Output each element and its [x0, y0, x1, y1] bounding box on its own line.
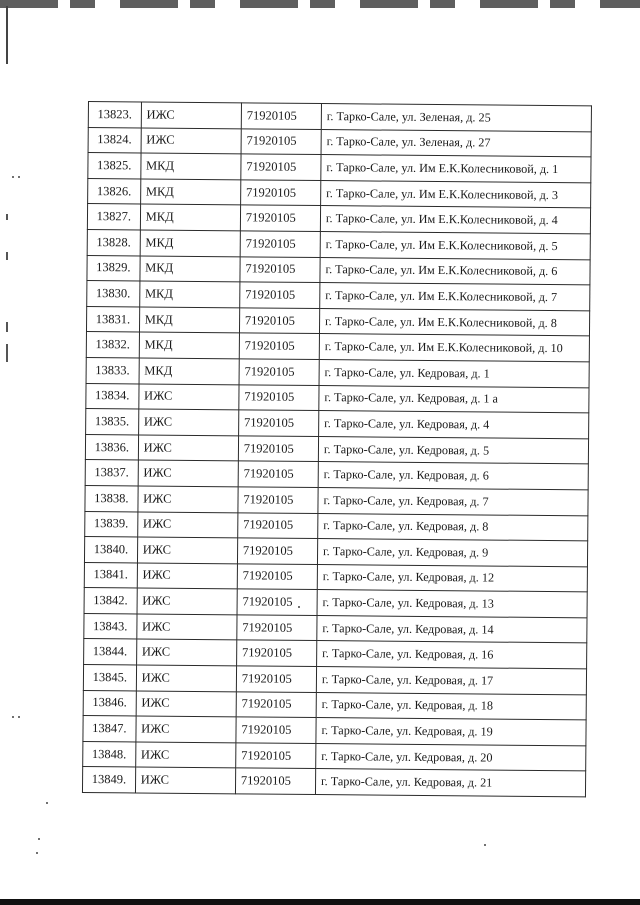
address-cell: г. Тарко-Сале, ул. Им Е.К.Колесниковой, д. 1: [321, 155, 591, 183]
building-type-cell: ИЖС: [138, 435, 238, 461]
row-number-cell: 13826.: [88, 178, 141, 204]
address-cell: г. Тарко-Сале, ул. Кедровая, д. 16: [317, 641, 587, 669]
oktmo-code-cell: 71920105: [237, 538, 317, 564]
row-number-cell: 13830.: [87, 281, 140, 307]
row-number-cell: 13835.: [86, 409, 139, 435]
address-cell: г. Тарко-Сале, ул. Кедровая, д. 1: [319, 359, 589, 387]
address-cell: г. Тарко-Сале, ул. Им Е.К.Колесниковой, д. 4: [320, 206, 590, 234]
address-cell: г. Тарко-Сале, ул. Им Е.К.Колесниковой, д. 3: [321, 180, 591, 208]
oktmo-code-cell: 71920105: [240, 256, 320, 282]
row-number-cell: 13832.: [86, 332, 139, 358]
scan-top-border: [0, 0, 640, 8]
building-type-cell: МКД: [140, 153, 240, 179]
building-type-cell: ИЖС: [136, 614, 236, 640]
address-cell: г. Тарко-Сале, ул. Им Е.К.Колесниковой, д. 6: [320, 257, 590, 285]
row-number-cell: 13827.: [87, 204, 140, 230]
scan-speck: [12, 716, 14, 718]
address-cell: г. Тарко-Сале, ул. Им Е.К.Колесниковой, д. 10: [319, 334, 589, 362]
oktmo-code-cell: 71920105: [239, 308, 319, 334]
building-type-cell: ИЖС: [141, 128, 241, 154]
building-type-cell: МКД: [140, 179, 240, 205]
row-number-cell: 13848.: [83, 741, 136, 767]
oktmo-code-cell: 71920105: [236, 640, 316, 666]
row-number-cell: 13842.: [84, 588, 137, 614]
building-type-cell: ИЖС: [136, 665, 236, 691]
building-type-cell: ИЖС: [135, 742, 235, 768]
row-number-cell: 13841.: [84, 562, 137, 588]
oktmo-code-cell: 71920105: [239, 384, 319, 410]
scan-speck: [12, 176, 14, 178]
building-type-cell: ИЖС: [138, 409, 238, 435]
building-type-cell: МКД: [139, 281, 239, 307]
oktmo-code-cell: 71920105: [240, 231, 320, 257]
oktmo-code-cell: 71920105: [238, 487, 318, 513]
oktmo-code-cell: 71920105: [240, 205, 320, 231]
row-number-cell: 13829.: [87, 255, 140, 281]
building-type-cell: МКД: [140, 230, 240, 256]
scan-speck: [38, 838, 40, 840]
oktmo-code-cell: 71920105: [240, 282, 320, 308]
scan-speck: [18, 176, 20, 178]
scan-left-edge-mark: [6, 252, 8, 260]
row-number-cell: 13844.: [84, 639, 137, 665]
oktmo-code-cell: 71920105: [238, 436, 318, 462]
building-type-cell: ИЖС: [136, 639, 236, 665]
oktmo-code-cell: 71920105: [241, 103, 321, 129]
building-type-cell: МКД: [139, 332, 239, 358]
row-number-cell: 13824.: [88, 127, 141, 153]
row-number-cell: 13839.: [85, 511, 138, 537]
address-cell: г. Тарко-Сале, ул. Кедровая, д. 1 а: [319, 385, 589, 413]
address-cell: г. Тарко-Сале, ул. Кедровая, д. 12: [317, 564, 587, 592]
scan-left-edge-mark: [6, 344, 8, 362]
address-cell: г. Тарко-Сале, ул. Кедровая, д. 17: [316, 667, 586, 695]
scan-left-edge-mark: [6, 322, 8, 332]
oktmo-code-cell: 71920105: [239, 359, 319, 385]
scan-left-edge-mark: [6, 214, 8, 220]
building-type-cell: ИЖС: [137, 537, 237, 563]
row-number-cell: 13823.: [88, 102, 141, 128]
building-type-cell: ИЖС: [136, 691, 236, 717]
register-table: [82, 101, 592, 797]
row-number-cell: 13828.: [87, 229, 140, 255]
address-cell: г. Тарко-Сале, ул. Кедровая, д. 8: [318, 513, 588, 541]
address-cell: г. Тарко-Сале, ул. Кедровая, д. 7: [318, 487, 588, 515]
oktmo-code-cell: 71920105: [237, 564, 317, 590]
oktmo-code-cell: 71920105: [238, 410, 318, 436]
oktmo-code-cell: 71920105: [238, 461, 318, 487]
scan-speck: [484, 844, 486, 846]
row-number-cell: 13846.: [83, 690, 136, 716]
row-number-cell: 13843.: [84, 613, 137, 639]
oktmo-code-cell: 71920105: [239, 333, 319, 359]
row-number-cell: 13849.: [82, 767, 135, 793]
oktmo-code-cell: 71920105: [241, 128, 321, 154]
oktmo-code-cell: 71920105: [241, 154, 321, 180]
row-number-cell: 13840.: [84, 537, 137, 563]
building-type-cell: МКД: [140, 204, 240, 230]
address-cell: г. Тарко-Сале, ул. Кедровая, д. 6: [318, 462, 588, 490]
scan-speck: [18, 716, 20, 718]
address-cell: г. Тарко-Сале, ул. Им Е.К.Колесниковой, д. 8: [319, 308, 589, 336]
oktmo-code-cell: 71920105: [236, 691, 316, 717]
address-cell: г. Тарко-Сале, ул. Кедровая, д. 13: [317, 590, 587, 618]
address-cell: г. Тарко-Сале, ул. Кедровая, д. 20: [316, 743, 586, 771]
address-cell: г. Тарко-Сале, ул. Кедровая, д. 4: [319, 411, 589, 439]
row-number-cell: 13845.: [83, 665, 136, 691]
building-type-cell: ИЖС: [136, 716, 236, 742]
building-type-cell: ИЖС: [137, 511, 237, 537]
oktmo-code-cell: 71920105: [238, 512, 318, 538]
address-cell: г. Тарко-Сале, ул. Кедровая, д. 5: [318, 436, 588, 464]
scan-bottom-border: [0, 899, 640, 905]
oktmo-code-cell: 71920105: [240, 180, 320, 206]
building-type-cell: ИЖС: [138, 486, 238, 512]
row-number-cell: 13847.: [83, 716, 136, 742]
address-cell: г. Тарко-Сале, ул. Кедровая, д. 9: [317, 539, 587, 567]
row-number-cell: 13834.: [86, 383, 139, 409]
building-type-cell: МКД: [139, 307, 239, 333]
oktmo-code-cell: 71920105: [235, 768, 315, 794]
building-type-cell: ИЖС: [137, 588, 237, 614]
building-type-cell: МКД: [140, 256, 240, 282]
address-cell: г. Тарко-Сале, ул. Им Е.К.Колесниковой, д. 5: [320, 232, 590, 260]
row-number-cell: 13833.: [86, 357, 139, 383]
row-number-cell: 13837.: [85, 460, 138, 486]
oktmo-code-cell: 71920105: [236, 666, 316, 692]
address-cell: г. Тарко-Сале, ул. Зеленая, д. 25: [321, 104, 591, 132]
row-number-cell: 13838.: [85, 485, 138, 511]
building-type-cell: ИЖС: [137, 563, 237, 589]
register-table-body: [82, 102, 591, 797]
address-cell: г. Тарко-Сале, ул. Кедровая, д. 19: [316, 718, 586, 746]
address-cell: г. Тарко-Сале, ул. Им Е.К.Колесниковой, д. 7: [320, 283, 590, 311]
row-number-cell: 13825.: [88, 153, 141, 179]
building-type-cell: ИЖС: [135, 767, 235, 793]
row-number-cell: 13836.: [85, 434, 138, 460]
address-cell: г. Тарко-Сале, ул. Кедровая, д. 18: [316, 692, 586, 720]
address-cell: г. Тарко-Сале, ул. Кедровая, д. 21: [315, 769, 585, 797]
scan-speck: [36, 852, 38, 854]
address-cell: г. Тарко-Сале, ул. Зеленая, д. 27: [321, 129, 591, 157]
address-cell: г. Тарко-Сале, ул. Кедровая, д. 14: [317, 615, 587, 643]
table-row: [82, 767, 585, 797]
building-type-cell: ИЖС: [138, 460, 238, 486]
building-type-cell: ИЖС: [138, 383, 238, 409]
scan-left-edge-mark: [6, 6, 8, 64]
scan-speck: [46, 802, 48, 804]
building-type-cell: ИЖС: [141, 102, 241, 128]
row-number-cell: 13831.: [86, 306, 139, 332]
oktmo-code-cell: 71920105: [236, 743, 316, 769]
oktmo-code-cell: 71920105: [237, 589, 317, 615]
oktmo-code-cell: 71920105: [236, 717, 316, 743]
building-type-cell: МКД: [139, 358, 239, 384]
oktmo-code-cell: 71920105: [237, 615, 317, 641]
